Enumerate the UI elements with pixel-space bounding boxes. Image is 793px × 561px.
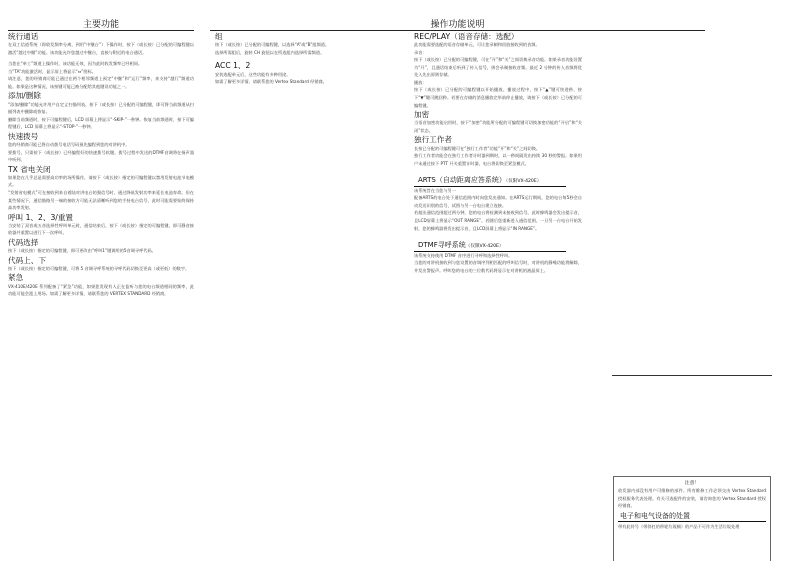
body-paragraph: 删除当前频道时，按下可编程键后，LCD 屏幕上将显示“-SKIP-”一秒钟。恢复当前频道时，按下可编程键后，LCD 屏幕上将显示“-STOP-”一秒钟。	[8, 116, 194, 130]
notice-text: 收发器内部没有用户可维修的部件。所有维修工作必须交由 Vertex Standard 授权服务代表处理。有关可选配件的安装，请咨询您的 Vertex Standard 授权经销商。	[618, 488, 766, 508]
section-heading: ACC 1、2	[215, 61, 251, 71]
body-paragraph: 当您在“单工”频道上操作时，该功能无效，因为此时收发频率已经相同。	[8, 61, 143, 67]
boxed-heading-title: DTMF寻呼系统	[418, 241, 466, 250]
body-paragraph: 按下（或长按）已分配的可编程键以开始播放。播放过程中，按下“▲”键可快进秒，按下“▼”键可跳回秒。若要在存储的消息播放完毕前停止播放，请按下（或长按）已分配的可编程键。	[414, 87, 582, 108]
boxed-heading-title: ARTS（自动距离应答系统）	[418, 176, 506, 185]
right-section-header: 操作功能说明	[430, 20, 485, 30]
boxed-section-heading	[414, 242, 566, 252]
notice-box	[613, 476, 771, 561]
body-paragraph: 当语音加密功能启用时，按下“加密”功能所分配的可编程键可切换加密功能的“开启”和“关闭”状态。	[414, 120, 582, 133]
body-paragraph: 若超出通信范围超过两分钟，您的电台将检测到未接收到信号，此时蜂鸣器会发出提示音，且LCD屏幕上将显示“OUT RANGE”。若随后您重新进入通信范围，一旦另一台电台开始发射，您的蜂鸣器将发出提示音，且LCD屏幕上将显示“IN RANGE”。	[414, 210, 582, 231]
paren-close: ）	[536, 179, 542, 185]
section-heading: 紧急	[8, 273, 24, 283]
section-heading: 添加/删除	[8, 91, 41, 101]
body-paragraph: 该系统旨在当您与另一	[414, 187, 456, 193]
body-paragraph: 按下（或长按）指定的可编程键，可将 5 音调寻呼系统的寻呼代码切换至更高（或更低）的数字。	[8, 265, 190, 271]
body-paragraph: 您的经销商可能已将自动拨号电话号码预先编程到您的对讲机中。	[8, 142, 130, 148]
boxed-section-heading	[414, 177, 566, 187]
disposal-heading: 电子和电气设备的处置	[618, 511, 766, 522]
body-paragraph: “发射省电模式”可在接收到来自着陆对讲电台的强信号时，通过降低发射功率来延长电池寿命。但在某些情况下，通信链路另一端的接收方可能无法清晰听到您的手持电台信号，此时可能需要始终保持高功率发射。	[8, 190, 194, 211]
column-operation-a	[215, 31, 403, 161]
paren-open: （	[505, 179, 509, 185]
body-paragraph: 按下（或长按）指定的可编程键，即可更改由“呼叫1”键调用的5音调寻呼代码。	[8, 248, 156, 254]
body-paragraph: 如需了解更多详情，请联系您的 Vertex Standard 经销商。	[215, 79, 327, 85]
body-paragraph: 当您的对讲机接收到与您设置的音调序列相匹配的呼叫信号时，对讲机的静噪功能将解除，并发出警报声。呼叫您的电台的三位数代码将显示在对讲机的液晶屏上。	[414, 260, 582, 273]
body-paragraph: 按下（或长按）已分配的可编程键，可在“开”和“关”之间切换录音功能。如果录音功能设置为“开”，且通话结束后听到了传入信号，则会录制接收音频。最近 2 分钟的传入音频将优先入先出原则存储。	[414, 57, 582, 78]
paren-close: ）	[498, 244, 504, 250]
section-heading: 代码上、下	[8, 255, 46, 265]
body-paragraph: 当“TA”功能激活时，显示屏上将显示“⇔”图标。	[8, 68, 96, 74]
body-paragraph: 要拨号，只需按下（或长按）已经编程好的快速拨号软键。拨号过程中发送的DTMF音调将在扬声器中听到。	[8, 149, 194, 163]
section-heading: 加密	[414, 110, 430, 120]
body-paragraph: 如果您在几乎总是需要高功率的场所操作，请按下（或长按）指定的可编程键以禁用发射电池节电模式。	[8, 174, 194, 188]
body-paragraph: 此功能需要选配的语音存储单元，可让您录制和回放接收到的音频。	[414, 42, 540, 48]
boxed-heading-note: 仅限VX-420E	[470, 244, 499, 250]
boxed-heading-note: 仅限VX-420E	[508, 179, 537, 185]
section-heading: 统行通话	[8, 32, 39, 41]
disposal-text: 带有此符号（带斜杠的带轮垃圾桶）的产品不可作为生活垃圾处理	[618, 523, 740, 529]
body-paragraph: 录音：	[414, 49, 427, 55]
section-heading: 独行工作者	[414, 135, 452, 145]
section-heading: TX 省电关闭	[8, 164, 51, 174]
body-paragraph: 在双工信道系统（即收发频率分离，到用“中继台”）下操作时，按下（或长按）已分配的可编程键以激活“越过中继”功能。该功能允许您越过中继台，直接与附近的电台通话。	[8, 42, 194, 55]
spacer	[215, 56, 403, 60]
body-paragraph: 请注意，您的经销商可能已通过在两个相邻频道上预定“中继”和“运行”频率，来支持“越行”频道功能。如果是这种情况，该按键可能已被分配给其他键设功能之一。	[8, 76, 194, 89]
paren-open: （	[465, 244, 471, 250]
column-main-functions	[8, 31, 194, 541]
body-paragraph: 按下（或长按）已分配的可编程键，以选择“A”或“B”组频道。	[215, 42, 330, 48]
body-paragraph: 选择所需组后，旋转 CH 旋钮以在所选组内选择所需频道。	[215, 49, 325, 55]
left-section-header: 主要功能	[82, 20, 119, 30]
section-heading: 组	[215, 32, 223, 41]
section-heading: 快速拨号	[8, 131, 39, 141]
divider-line	[612, 375, 772, 376]
section-heading: 呼叫 1、2、3/重置	[8, 212, 74, 222]
body-paragraph: 配备ARTS的电台处于通信范围内时向您发出通知。在ARTS运行期间，您的电台每5秒会自动发送识别的信号，试图与另一台电台建立连接。	[414, 195, 582, 208]
section-heading: 代码选择	[8, 237, 39, 247]
notice-title: 注意！	[684, 481, 700, 486]
body-paragraph: 独行工作者功能会在独行工作者计时器到期时，以一秒间隔发出持续 30 秒的警报。如果用户未通过按下 PTT 开关重置计时器，电台将切换至紧急模式。	[414, 153, 582, 166]
body-paragraph: 安装选配单元后，这些功能有多种用途。	[215, 71, 291, 77]
body-paragraph: 当安装了双音或五音选择性呼叫单元时，通信结束后，按下（或长按）指定的可编程键，即可静音接收器并重置以进行下一次呼叫。	[8, 222, 194, 236]
body-paragraph: 该系统支持使用 DTMF 音序进行寻呼和选择性呼叫。	[414, 252, 513, 258]
section-heading: REC/PLAY（语音存储：选配）	[414, 32, 519, 41]
body-paragraph: 播放：	[414, 79, 427, 85]
column-operation-b	[414, 31, 582, 461]
body-paragraph: VX-410E/420E 系列配备了“紧急”功能，如果您发现有人正在监听与您的电台频道相同的频率，此功能可能会派上用场。如需了解更多详情，请联系您的 VERTEX STANDARD 经销商。	[8, 283, 194, 297]
body-paragraph: 长按已分配的可编程键可在“独行工作者”功能“开”和“关”之间切换。	[414, 145, 541, 151]
body-paragraph: “添加/删除”功能允许用户自定义扫描列表。按下（或长按）已分配的可编程键，即可将当前频道从扫描列表中删除或恢复。	[8, 101, 194, 115]
